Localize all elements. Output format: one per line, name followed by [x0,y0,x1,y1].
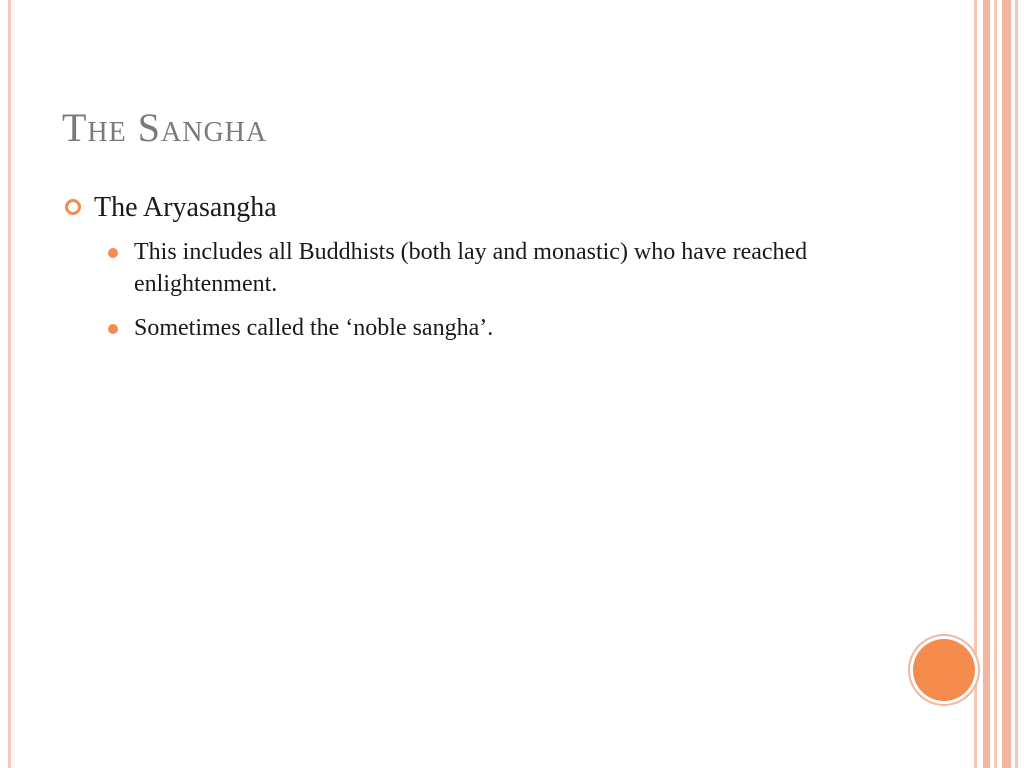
orange-circle-icon [913,639,975,701]
slide-body [64,190,864,356]
slide-title: The Sangha [62,105,268,150]
list-item [64,236,864,300]
right-decorative-stripes [974,0,1024,768]
dot-bullet-icon [108,248,118,258]
left-border-line [8,0,11,768]
sub-bullet-text: Sometimes called the ‘noble sangha’. [134,315,494,341]
stripe [994,0,997,768]
stripe [974,0,977,768]
sub-bullet-text: This includes all Buddhists (both lay and monastic) who have reached enlightenment. [134,239,808,297]
heading-bullet-item [64,190,864,226]
stripe [1002,0,1011,768]
sub-bullet-list [64,236,864,344]
stripe [983,0,990,768]
ring-bullet-icon [65,199,81,215]
list-item [64,312,864,344]
stripe [1015,0,1018,768]
dot-bullet-icon [108,324,118,334]
heading-bullet-text: The Aryasangha [94,192,277,223]
